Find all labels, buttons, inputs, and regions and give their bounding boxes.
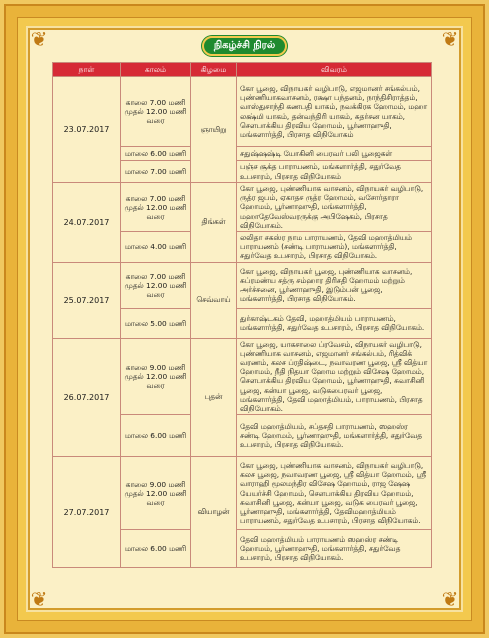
time-cell: மாலை 7.00 மணி (121, 161, 191, 183)
time-cell: மாலை 6.00 மணி (121, 415, 191, 457)
header-day: கிழமை (191, 63, 237, 77)
details-cell: கோ பூஜை, புண்ணியாக வாசனம், விநாயகர் வழிபாடு, ருத்ர ஜபம், ஏகாதச ருத்ர ஹோமம், வசோர்தாரா ஹோமம், பூர்ணாஹுதி, மங்களார்த்தி, மஹாதேவேஸ்வரருக்கு அபிஷேகம், பிரசாத விநியோகம். (237, 183, 432, 232)
corner-flourish-icon: ❦ (441, 27, 459, 51)
header-row (53, 63, 432, 77)
corner-flourish-icon: ❦ (30, 27, 48, 51)
details-cell: தேவி மஹாத்மியம் பாராயணம் ஸஹஸ்ர சண்டி ஹோமம், பூர்ணாஹுதி, மங்களார்த்தி, சதுர்வேத உபசாரம், பிரசாத விநியோகம். (237, 530, 432, 568)
date-cell: 24.07.2017 (53, 183, 121, 263)
header-date: நாள் (53, 63, 121, 77)
table-row (53, 262, 432, 308)
details-cell: சதுஷ்ஷஷ்டி யோகினி பைரவர் பலி பூஜைகள் (237, 147, 432, 161)
time-cell: காலை 9.00 மணி முதல் 12.00 மணி வரை (121, 338, 191, 415)
weekday-cell: செவ்வாய் (191, 262, 237, 338)
schedule-table (52, 62, 432, 568)
details-cell: துர்காஷ்டகம் தேவி, மஹாத்மியம் பாராயணம், மங்களார்த்தி, சதுர்வேத உபசாரம், பிரசாத விநியோகம். (237, 308, 432, 338)
time-cell: காலை 7.00 மணி முதல் 12.00 மணி வரை (121, 262, 191, 308)
date-cell: 27.07.2017 (53, 457, 121, 568)
table-row (53, 338, 432, 415)
time-cell: காலை 9.00 மணி முதல் 12.00 மணி வரை (121, 457, 191, 530)
details-cell: கோ பூஜை, யாகசாலை ப்ரவேசம், விநாயகர் வழிபாடு, புண்ணியாக வாசனம், எஜமானர் சங்கல்பம், ரித்விக் வரணம், கலச ப்ரதிஷ்டை, நவாவரண பூஜை, ஸ்ரீ வித்யா ஹோமம், நீதி நிதயா ஹோம மற்றும் விசேஷ ஹோமம், சௌபாக்கிய திரவிய ஹோமம், பூர்ணாஹுதி, சுவாசினி பூஜை, கன்யா பூஜை, வடுகபைரவர் பூஜை, மங்களார்த்தி, தேவி மஹாத்மியம், பாராயணம், பிரசாத விநியோகம். (237, 338, 432, 415)
time-cell: காலை 7.00 மணி முதல் 12.00 மணி வரை (121, 183, 191, 232)
header-time: காலம் (121, 63, 191, 77)
corner-flourish-icon: ❦ (441, 587, 459, 611)
details-cell: கோ பூஜை, விநாயகர் வழிபாடு, எஜமானர் சங்கல்பம், புண்ணியாகவாசனம், ரக்ஷா பந்தனம், நாந்திசிராத்தம், வாஸ்துசாந்தி கணபதி யாகம், நவக்கிரக ஹோமம், மஹா லக்ஷ்மி யாகம், தன்வந்திரி யாகம், சுதர்சன யாகம், சௌபாக்கிய திரவிய ஹோமம், பூர்ணாஹுதி, மங்களார்த்தி, பிரசாத விநியோகம் (237, 77, 432, 147)
weekday-cell: புதன் (191, 338, 237, 457)
details-cell: கோ பூஜை, விநாயகர் பூஜை, புண்ணியாக வாசனம், சுப்ரமண்ய சத்ரு சம்ஹார திரிசதி ஹோமம் மற்றும் அர்ச்சனை, பூர்ணாஹுதி, இடும்பன் பூஜை, மங்களார்த்தி, பிரசாத விநியோகம். (237, 262, 432, 308)
time-cell: மாலை 4.00 மணி (121, 232, 191, 263)
time-cell: மாலை 6.00 மணி (121, 147, 191, 161)
date-cell: 23.07.2017 (53, 77, 121, 183)
details-cell: கோ பூஜை, புண்ணியாக வாசனம், விநாயகர் வழிபாடு, கலச பூஜை, நவாவரண பூஜை, ஸ்ரீ வித்யா ஹோமம், ஸ்ரீ வாராஹி மூலமந்திர விசேஷ ஹோமம், ராஜ ஷேஷ யேயர்ச்சி ஹோமம், சௌபாக்கிய திரவிய ஹோமம், சுவாசினி பூஜை, கன்யா பூஜை, வடுக பைரவர் பூஜை, பூர்ணாஹுதி, மங்களார்த்தி, தேவிமஹாத்மியம் பாராயணம், சதுர்வேத உபசாரம், பிரசாத விநியோகம். (237, 457, 432, 530)
table-row (53, 457, 432, 530)
details-cell: லலிதா சகஸ்ர நாம பாராயணம், தேவி மஹாத்மியம் பாராயணம் (சண்டி பாராயணம்), மங்களார்த்தி, சதுர்வேத உபசாரம், பிரசாத விநியோகம். (237, 232, 432, 263)
date-cell: 25.07.2017 (53, 262, 121, 338)
program-banner: நிகழ்ச்சி நிரல் (202, 36, 287, 56)
details-cell: தேவி மஹாத்மியம், சப்தசதி பாராயணம், ஸஹஸ்ர சண்டி ஹோமம், பூர்ணாஹுதி, மங்களார்த்தி, சதுர்வேத உபசாரம், பிரசாத விநியோகம். (237, 415, 432, 457)
table-row (53, 77, 432, 147)
time-cell: மாலை 6.00 மணி (121, 530, 191, 568)
details-cell: பஞ்ச சூக்த பாராயணம், மங்களார்த்தி, சதுர்வேத உபசாரம், பிரசாத விநியோகம் (237, 161, 432, 183)
corner-flourish-icon: ❦ (30, 587, 48, 611)
weekday-cell: வியாழன் (191, 457, 237, 568)
weekday-cell: திங்கள் (191, 183, 237, 263)
date-cell: 26.07.2017 (53, 338, 121, 457)
table-row (53, 183, 432, 232)
header-details: விவரம் (237, 63, 432, 77)
weekday-cell: ஞாயிறு (191, 77, 237, 183)
time-cell: மாலை 5.00 மணி (121, 308, 191, 338)
time-cell: காலை 7.00 மணி முதல் 12.00 மணி வரை (121, 77, 191, 147)
